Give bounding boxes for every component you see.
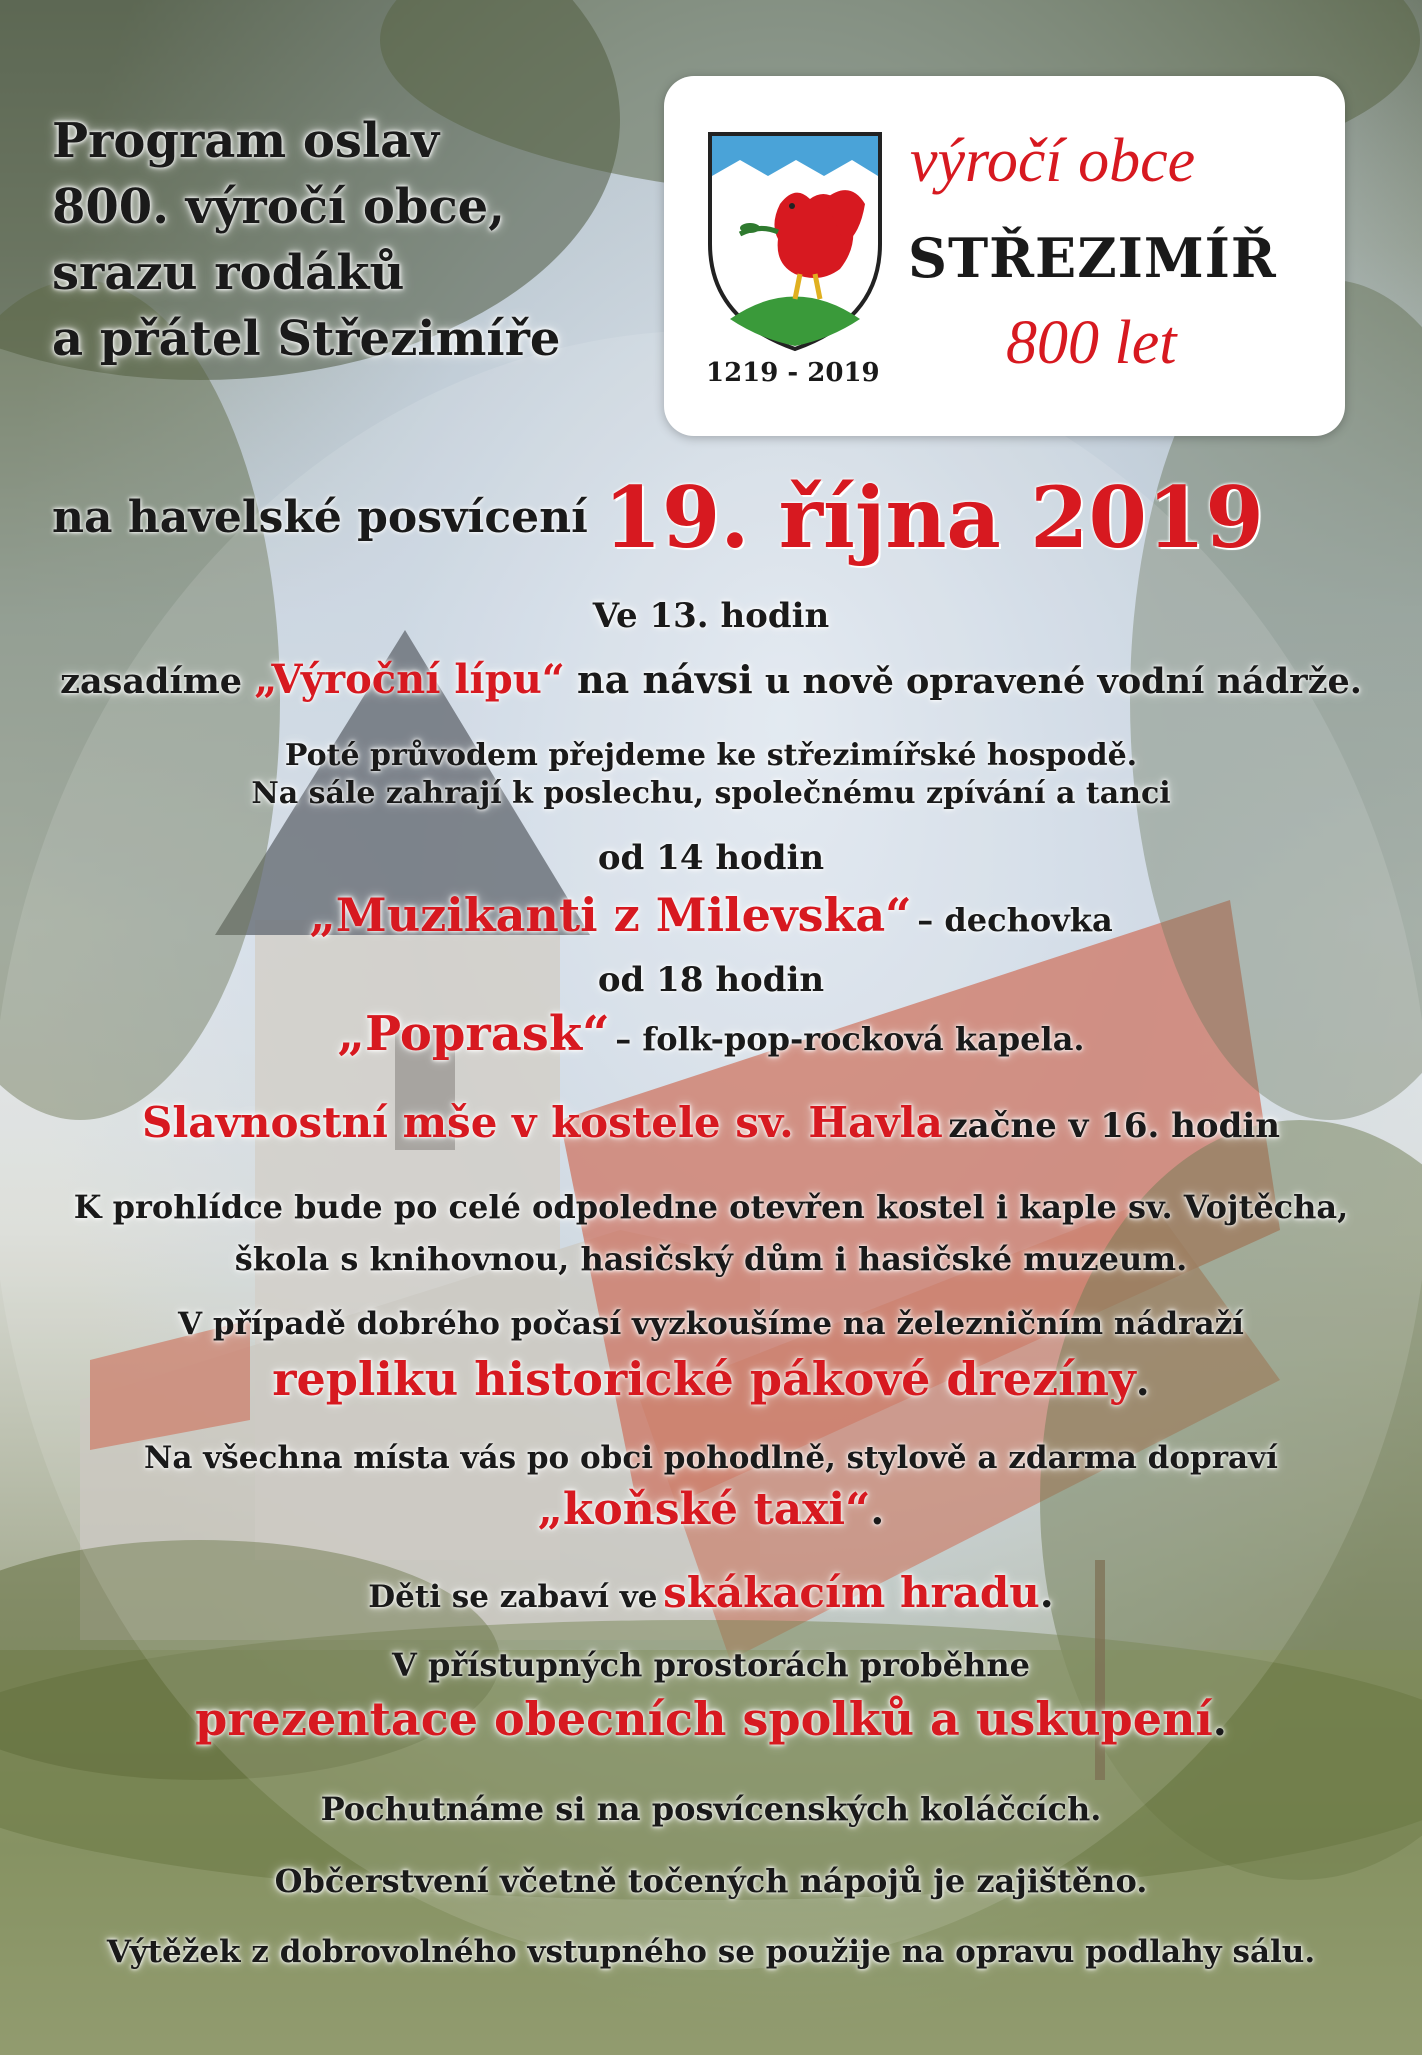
l21: Výtěžek z dobrovolného vstupného se použije na opravu podlahy sálu.: [106, 1934, 1316, 1970]
program-line-12: [0, 1306, 1422, 1342]
program-line-20: [0, 1862, 1422, 1900]
logo-years: 1219 - 2019: [706, 358, 880, 388]
program-line-14: [0, 1440, 1422, 1476]
clubs-highlight: prezentace obecních spolků a uskupení: [195, 1692, 1213, 1746]
l9-post: začne v 16. hodin: [948, 1106, 1280, 1146]
mass-highlight: Slavnostní mše v kostele sv. Havla: [142, 1098, 943, 1147]
band-muzikanti: „Muzikanti z Milevska“: [309, 888, 912, 942]
program-line-19: [0, 1790, 1422, 1828]
program-line-1: [0, 596, 1422, 636]
date-line: [52, 468, 1392, 567]
time-18: od 18 hodin: [597, 960, 825, 1000]
l10: K prohlídce bude po celé odpoledne otevřen kostel i kaple sv. Vojtěcha,: [73, 1188, 1349, 1226]
title-line-1: Program oslav: [52, 113, 440, 169]
program-line-3: [0, 738, 1422, 773]
taxi-highlight: „koňské taxi“: [537, 1484, 871, 1535]
program-line-4: [0, 776, 1422, 811]
logo-tagline: výročí obce: [910, 127, 1196, 195]
program-line-2: [0, 656, 1422, 703]
l17: V přístupných prostorách proběhne: [392, 1646, 1030, 1684]
program-line-21: [0, 1934, 1422, 1970]
drezina-highlight: repliku historické pákové drezíny: [272, 1352, 1136, 1406]
l16-pre: Děti se zabaví ve: [368, 1579, 658, 1615]
program-line-11: [0, 1240, 1422, 1278]
program-line-7: [0, 960, 1422, 1000]
program-line-9: [0, 1098, 1422, 1147]
l4: Na sále zahrají k poslechu, společnému zpívání a tanci: [251, 776, 1171, 811]
program-line-17: [0, 1646, 1422, 1684]
l13-post: .: [1135, 1358, 1150, 1405]
l2-post: u nově opravené vodní nádrže.: [764, 661, 1362, 702]
l6-post: – dechovka: [917, 901, 1113, 939]
l15-post: .: [870, 1487, 885, 1534]
title-line-2: 800. výročí obce,: [52, 179, 505, 235]
coat-of-arms-icon: [700, 124, 890, 354]
title-line-3: srazu rodáků: [52, 245, 405, 301]
logo-village-name: STŘEZIMÍŘ: [908, 226, 1277, 290]
program-title: [52, 108, 612, 372]
l19: Pochutnáme si na posvícenských koláčcích.: [320, 1790, 1102, 1828]
castle-highlight: skákacím hradu: [663, 1568, 1040, 1617]
program-line-8: [0, 1006, 1422, 1062]
l3: Poté průvodem přejdeme ke střezimířské hospodě.: [284, 738, 1138, 773]
event-date: 19. října 2019: [603, 468, 1264, 567]
l8-post: – folk-pop-rocková kapela.: [615, 1020, 1085, 1058]
logo-anniversary: 800 let: [1006, 309, 1177, 377]
program-line-10: [0, 1188, 1422, 1226]
l14: Na všechna místa vás po obci pohodlně, stylově a zdarma doprav: [144, 1440, 1267, 1476]
title-line-4: a přátel Střezimíře: [52, 311, 561, 367]
l18-post: .: [1212, 1698, 1227, 1745]
l2-highlight: „Výroční lípu“: [254, 656, 565, 703]
program-line-15: [0, 1484, 1422, 1535]
program-line-6: [0, 888, 1422, 942]
time-13: Ve 13. hodin: [592, 596, 830, 636]
program-line-18: [0, 1692, 1422, 1746]
l11: škola s knihovnou, hasičský dům i hasičské muzeum.: [234, 1240, 1188, 1278]
program-line-5: [0, 838, 1422, 878]
time-14: od 14 hodin: [597, 838, 825, 878]
program-line-16: [0, 1568, 1422, 1617]
date-prefix: na havelské posvícení: [52, 492, 588, 543]
anniversary-logo: [664, 76, 1345, 436]
l16-post: .: [1039, 1570, 1054, 1617]
band-poprask: „Poprask“: [337, 1006, 610, 1062]
l2-pre: zasadíme: [60, 661, 243, 702]
l20: Občerstvení včetně točených nápojů je zajištěno.: [274, 1862, 1148, 1900]
l12: V případě dobrého počasí vyzkoušíme na železničním nádraží: [178, 1306, 1244, 1342]
l2-mid: na návsi: [577, 657, 753, 702]
l14-end: í: [1266, 1440, 1278, 1476]
program-line-13: [0, 1352, 1422, 1406]
